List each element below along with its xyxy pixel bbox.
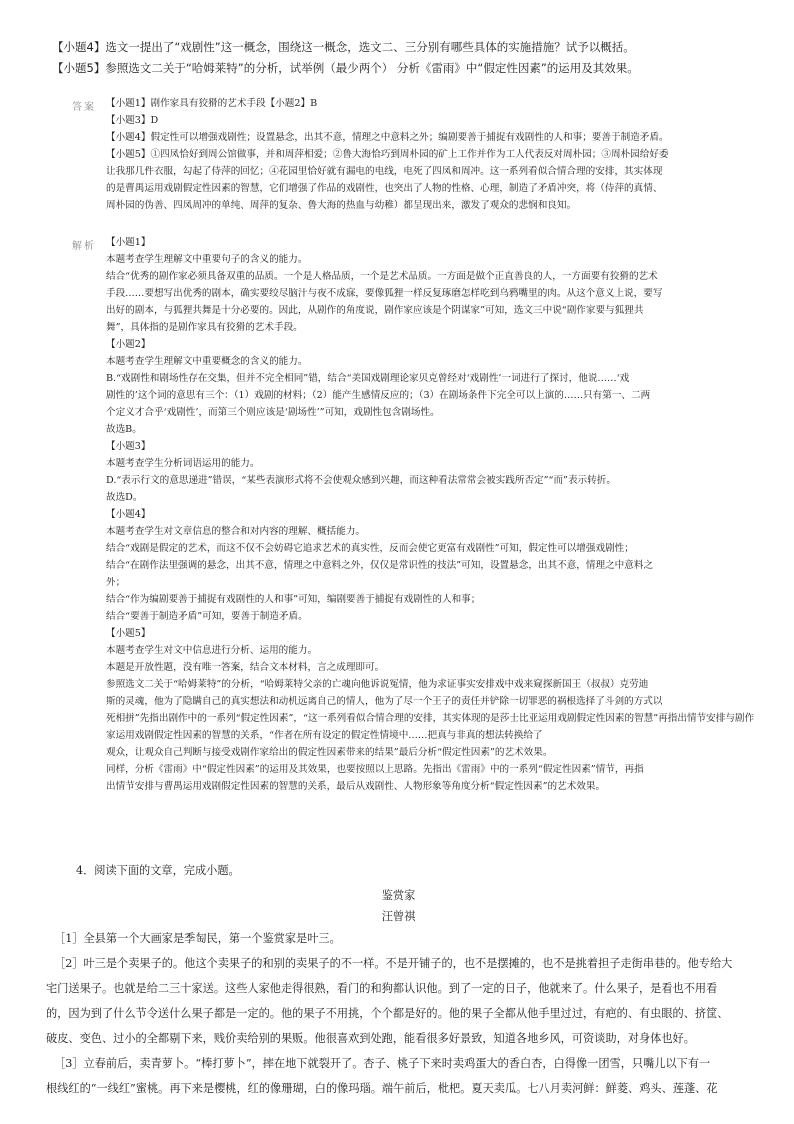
analysis-line: 【小题3】 bbox=[106, 441, 151, 452]
answer-line: 【小题5】①四凤恰好到周公馆做事，并和周萍相爱；②鲁大海恰巧到周朴园的矿上工作并作为工人代表反对周朴园；③周朴园给好委 bbox=[106, 149, 669, 160]
analysis-line: 【小题2】 bbox=[106, 339, 151, 350]
analysis-line: 本题考查学生理解文中重要句子的含义的能力。 bbox=[106, 254, 308, 265]
answer-line: 周朴园的伪善、四凤周冲的单纯、周萍的复杂、鲁大海的热血与幼稚）都呈现出来，激发了观众的悲悯和良知。 bbox=[106, 200, 577, 211]
analysis-line: 结合“戏剧是假定的艺术，而这不仅不会妨碍它追求艺术的真实性，反而会使它更富有戏剧性”可知，假定性可以增强戏剧性； bbox=[106, 543, 634, 554]
answer-block bbox=[106, 95, 756, 214]
analysis-line: 结合“作为编剧要善于捕捉有戏剧性的人和事”可知，编剧要善于捕捉有戏剧性的人和事； bbox=[106, 594, 481, 605]
analysis-label: 解析 bbox=[72, 241, 96, 252]
answer-line: 【小题3】D bbox=[106, 115, 159, 126]
article bbox=[46, 858, 751, 1101]
article-paragraph: ［1］全县第一个大画家是季匋民，第一个鉴赏家是叶三。 bbox=[54, 932, 341, 945]
analysis-line: 本题考查学生理解文中重要概念的含义的能力。 bbox=[106, 356, 308, 367]
analysis-line: 结合“在剧作法里强调的悬念，出其不意，情理之中意料之外，仅仅是常识性的技法”可知，设置悬念，出其不意，情理之中意料之 bbox=[106, 560, 654, 571]
analysis-line: 斯的灵魂，他为了隐瞒自己的真实想法和动机远离自己的情人，他为了尽一个王子的责任并铲除一切罪恶的祸根选择了斗剑的方式以 bbox=[106, 696, 663, 707]
article-paragraph: 根线红的“一线红”蜜桃。再下来是樱桃，红的像珊瑚，白的像玛瑙。端午前后，枇杷。夏天卖瓜。七八月卖河鲜：鲜菱、鸡头、莲蓬、花 bbox=[46, 1082, 718, 1095]
analysis-line: B.“戏剧性和剧场性存在交集，但并不完全相同”错，结合“美国戏剧理论家贝克曾经对‘戏剧性’一词进行了探讨，他说……‘戏 bbox=[106, 373, 630, 384]
analysis-line: 本题考查学生对文中信息进行分析、运用的能力。 bbox=[106, 645, 318, 656]
answer-line: 【小题4】假定性可以增强戏剧性；设置悬念，出其不意，情理之中意料之外；编剧要善于捕捉有戏剧性的人和事；要善于制造矛盾。 bbox=[106, 132, 669, 143]
analysis-line: 手段……要想写出优秀的剧本，确实要绞尽脑汁与夜不成寐，要像狐狸一样反复琢磨怎样吃到乌鸦嘴里的肉。从这个意义上说，要写 bbox=[106, 288, 663, 299]
analysis-line: 【小题4】 bbox=[106, 509, 151, 520]
article-prompt: 4．阅读下面的文章，完成小题。 bbox=[76, 864, 240, 877]
article-paragraph: ［3］立春前后，卖青萝卜。“棒打萝卜”，摔在地下就裂开了。杏子、桃子下来时卖鸡蛋大的香白杏，白得像一团雪，只嘴儿以下有一 bbox=[54, 1057, 711, 1070]
analysis-line: 本题是开放性题，没有唯一答案，结合文本材料，言之成理即可。 bbox=[106, 662, 385, 673]
analysis-line: D.“表示行文的意思递进”错误，“某些表演形式将不会使观众感到兴趣，而这种看法常常会被实践所否定”“而”表示转折。 bbox=[106, 475, 616, 486]
analysis-line: 【小题5】 bbox=[106, 628, 151, 639]
question-4: 【小题4】选文一提出了“戏剧性”这一概念，围绕这一概念，选文二、三分别有哪些具体的实施措施？试予以概括。 bbox=[52, 40, 635, 54]
analysis-line: 故选D。 bbox=[106, 492, 143, 503]
analysis-line: 舞”，具体指的是剧作家具有狡猾的艺术手段。 bbox=[106, 322, 303, 333]
analysis-line: 观众，让观众自己判断与接受戏剧作家给出的假定性因素带来的结果”最后分析“假定性因素”的艺术效果。 bbox=[106, 747, 553, 758]
analysis-line: 结合“要善于制造矛盾”可知，要善于制造矛盾。 bbox=[106, 611, 308, 622]
article-author: 汪曾祺 bbox=[381, 910, 416, 923]
article-paragraph: ［2］叶三是个卖果子的。他这个卖果子的和别的卖果子的不一样。不是开铺子的，也不是摆摊的，也不是挑着担子走街串巷的。他专给大 bbox=[54, 957, 733, 970]
analysis-line: 【小题1】 bbox=[106, 237, 151, 248]
answer-line: 让我那几件衣服，勾起了侍萍的回忆；④花园里恰好就有漏电的电线，电死了四凤和周冲。这一系列看似合情合理的安排，其实体现 bbox=[106, 166, 663, 177]
question-5: 【小题5】参照选文二关于“哈姆莱特”的分析，试举例（最少两个） 分析《雷雨》中“假定性因素”的运用及其效果。 bbox=[52, 61, 639, 75]
analysis-line: 死相拼”先指出剧作中的一系列“假定性因素”，“这一系列看似合情合理的安排，其实体现的是莎士比亚运用戏剧假定性因素的智慧”再指出情节安排与剧作家运用戏剧假定性因素的智慧的关系，“作者在所有设定的假定性情境中……把真与非真的想法转换给了 bbox=[106, 713, 755, 741]
answer-line: 的是曹禺运用戏剧假定性因素的智慧，它们增强了作品的戏剧性，也突出了人物的性格、心理，制造了矛盾冲突，将（侍萍的真情、 bbox=[106, 183, 663, 194]
article-title: 鉴赏家 bbox=[381, 889, 416, 902]
analysis-line: 同样，分析《雷雨》中“假定性因素”的运用及其效果，也要按照以上思路。先指出《雷雨》中的一系列“假定性因素”情节，再指 bbox=[106, 764, 644, 775]
answer-label: 答案 bbox=[72, 102, 96, 113]
analysis-line: 出情节安排与曹禺运用戏剧假定性因素的智慧的关系，最后从戏剧性、人物形象等角度分析“假定性因素”的艺术效果。 bbox=[106, 781, 606, 792]
analysis-line: 外； bbox=[106, 577, 126, 588]
analysis-block bbox=[106, 234, 756, 795]
analysis-line: 剧性的’这个词的意思有三个：（1）戏剧的材料；（2）能产生感情反应的；（3）在剧场条件下完全可以上演的……只有第一、二两 bbox=[106, 390, 651, 401]
article-paragraph: 破皮、变色、过小的全都剔下来，贱价卖给别的果贩。他很喜欢到处跑，能看很多好景致，知道各地乡风，可资谈助，对身体也好。 bbox=[46, 1032, 695, 1045]
analysis-line: 结合“优秀的剧作家必须具备双重的品质。一个是人格品质，一个是艺术品质。一方面是做个正直善良的人，一方面要有狡猾的艺术 bbox=[106, 271, 658, 282]
analysis-line: 个定义才合乎‘戏剧性’，而第三个则应该是‘剧场性’”可知，戏剧性包含剧场性。 bbox=[106, 407, 440, 418]
analysis-line: 参照选文二关于“哈姆莱特”的分析，“哈姆莱特父亲的亡魂向他诉说冤情，他为求证事实安排戏中戏来窥探新国王（叔叔）克劳迪 bbox=[106, 679, 649, 690]
analysis-line: 出好的剧本，与狐狸共舞是十分必要的。因此，从剧作的角度说，剧作家应该是个阴谋家”可知，选文三中说“剧作家要与狐狸共 bbox=[106, 305, 644, 316]
analysis-line: 本题考查学生对文章信息的整合和对内容的理解、概括能力。 bbox=[106, 526, 366, 537]
answer-line: 【小题1】剧作家具有狡猾的艺术手段【小题2】B bbox=[106, 98, 318, 109]
article-paragraph: 的，因为到了什么节令送什么果子都是一定的。他的果子不用挑，个个都是好的。他的果子全都从他手里过过，有疤的、有虫眼的、挤筐、 bbox=[46, 1007, 729, 1020]
article-paragraph: 宅门送果子。也就是给二三十家送。这些人家他走得很熟，看门的和狗都认识他。到了一定的日子，他就来了。什么果子，是看也不用看 bbox=[46, 982, 718, 995]
analysis-line: 故选B。 bbox=[106, 424, 142, 435]
analysis-line: 本题考查学生分析词语运用的能力。 bbox=[106, 458, 260, 469]
